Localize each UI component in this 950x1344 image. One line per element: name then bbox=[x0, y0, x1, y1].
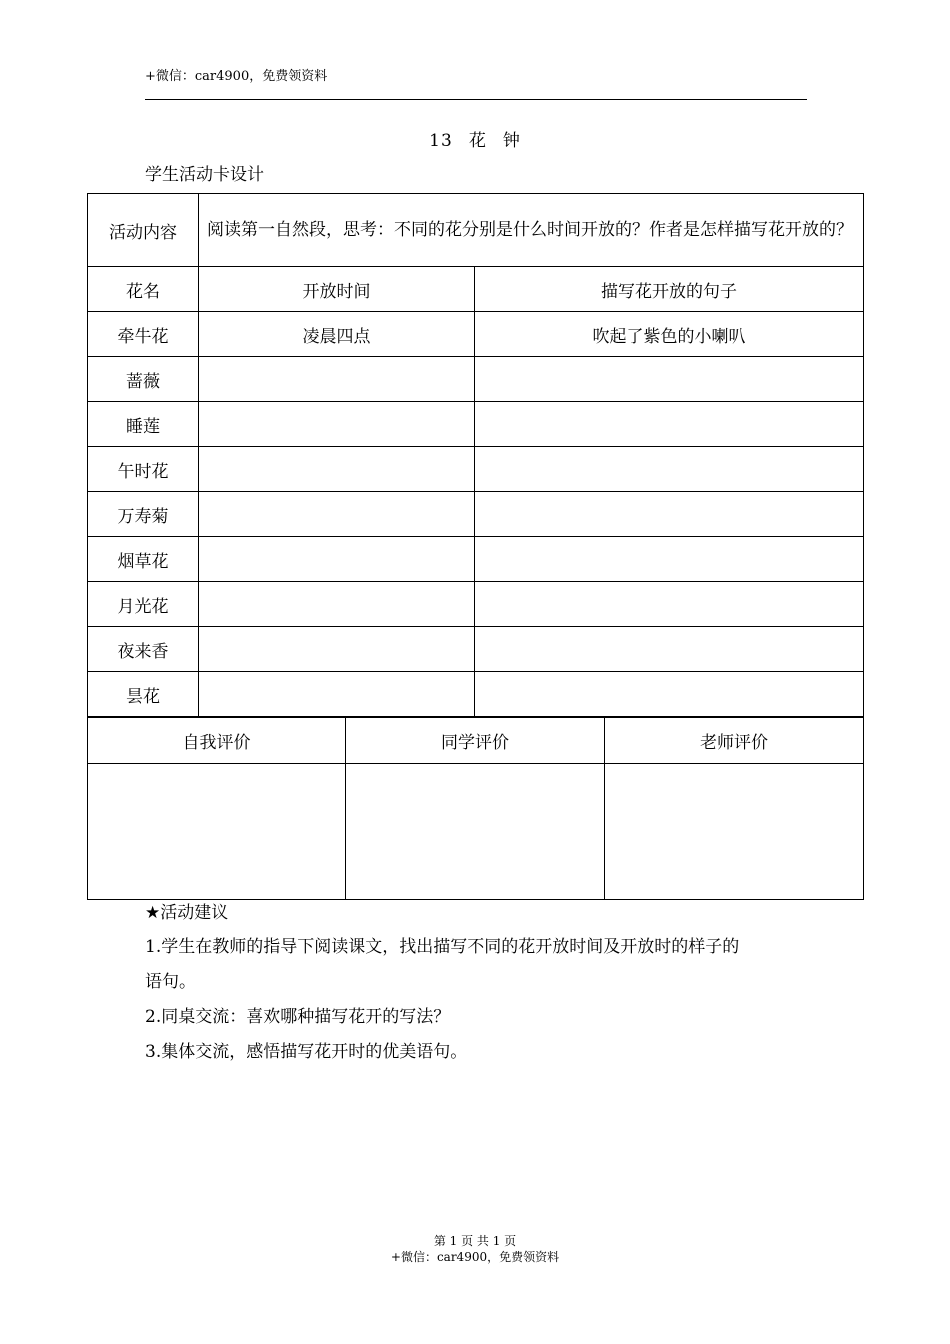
table-row bbox=[88, 627, 864, 672]
page-title bbox=[0, 126, 950, 151]
header-watermark-text: +微信：car4900，免费领资料 bbox=[145, 69, 328, 84]
self-evaluation-cell[interactable] bbox=[88, 764, 346, 900]
activity-label-cell bbox=[88, 194, 199, 267]
open-time-cell: 凌晨四点 bbox=[199, 312, 475, 357]
title-char-1: 花 bbox=[468, 131, 487, 151]
evaluation-table bbox=[87, 717, 864, 900]
title-char-2: 钟 bbox=[502, 131, 521, 151]
evaluation-body-row bbox=[88, 764, 864, 900]
flower-name-cell: 烟草花 bbox=[88, 537, 199, 582]
header-sentence: 描写花开放的句子 bbox=[475, 267, 864, 312]
teacher-evaluation-cell[interactable] bbox=[605, 764, 864, 900]
page-number: 第 1 页 共 1 页 bbox=[433, 1234, 517, 1248]
sentence-cell[interactable] bbox=[475, 627, 864, 672]
table-row bbox=[88, 582, 864, 627]
lesson-number: 13 bbox=[429, 131, 453, 151]
evaluation-header-row bbox=[88, 718, 864, 764]
teacher-evaluation-header: 老师评价 bbox=[605, 718, 864, 764]
peer-evaluation-header: 同学评价 bbox=[346, 718, 605, 764]
peer-evaluation-cell[interactable] bbox=[346, 764, 605, 900]
suggestion-line: 语句。 bbox=[145, 972, 196, 992]
table-row bbox=[88, 402, 864, 447]
table-row bbox=[88, 537, 864, 582]
sentence-cell[interactable] bbox=[475, 672, 864, 717]
suggestions-title: ★活动建议 bbox=[145, 903, 229, 923]
flower-name-cell: 午时花 bbox=[88, 447, 199, 492]
activity-content-cell bbox=[199, 194, 864, 267]
table-row bbox=[88, 492, 864, 537]
open-time-cell[interactable] bbox=[199, 447, 475, 492]
flower-name-cell: 万寿菊 bbox=[88, 492, 199, 537]
suggestion-line: 3.集体交流，感悟描写花开时的优美语句。 bbox=[145, 1042, 468, 1062]
table-header-row bbox=[88, 267, 864, 312]
sentence-cell[interactable] bbox=[475, 492, 864, 537]
self-evaluation-header: 自我评价 bbox=[88, 718, 346, 764]
activity-suggestions bbox=[145, 900, 825, 1070]
activity-table bbox=[87, 193, 864, 717]
sentence-cell[interactable] bbox=[475, 537, 864, 582]
header-flower-name: 花名 bbox=[88, 267, 199, 312]
flower-name-cell: 睡莲 bbox=[88, 402, 199, 447]
sentence-cell[interactable] bbox=[475, 582, 864, 627]
open-time-cell[interactable] bbox=[199, 357, 475, 402]
flower-name-cell: 牵牛花 bbox=[88, 312, 199, 357]
footer-watermark-text: +微信：car4900，免费领资料 bbox=[390, 1250, 560, 1264]
activity-label: 活动内容 bbox=[109, 222, 177, 243]
open-time-cell[interactable] bbox=[199, 492, 475, 537]
sentence-cell: 吹起了紫色的小喇叭 bbox=[475, 312, 864, 357]
suggestion-line: 1.学生在教师的指导下阅读课文，找出描写不同的花开放时间及开放时的样子的 bbox=[145, 937, 740, 957]
open-time-cell[interactable] bbox=[199, 672, 475, 717]
header-divider bbox=[145, 99, 807, 100]
card-title: 学生活动卡设计 bbox=[145, 165, 264, 185]
open-time-cell[interactable] bbox=[199, 402, 475, 447]
table-row bbox=[88, 447, 864, 492]
table-row bbox=[88, 312, 864, 357]
flower-name-cell: 夜来香 bbox=[88, 627, 199, 672]
activity-content: 阅读第一自然段，思考：不同的花分别是什么时间开放的？作者是怎样描写花开放的？ bbox=[207, 220, 853, 240]
flower-name-cell: 昙花 bbox=[88, 672, 199, 717]
open-time-cell[interactable] bbox=[199, 537, 475, 582]
flower-name-cell: 蔷薇 bbox=[88, 357, 199, 402]
sentence-cell[interactable] bbox=[475, 402, 864, 447]
flower-name-cell: 月光花 bbox=[88, 582, 199, 627]
suggestion-line: 2.同桌交流：喜欢哪种描写花开的写法？ bbox=[145, 1007, 451, 1027]
table-row bbox=[88, 357, 864, 402]
header-open-time: 开放时间 bbox=[199, 267, 475, 312]
sentence-cell[interactable] bbox=[475, 447, 864, 492]
open-time-cell[interactable] bbox=[199, 627, 475, 672]
table-row bbox=[88, 672, 864, 717]
open-time-cell[interactable] bbox=[199, 582, 475, 627]
sentence-cell[interactable] bbox=[475, 357, 864, 402]
